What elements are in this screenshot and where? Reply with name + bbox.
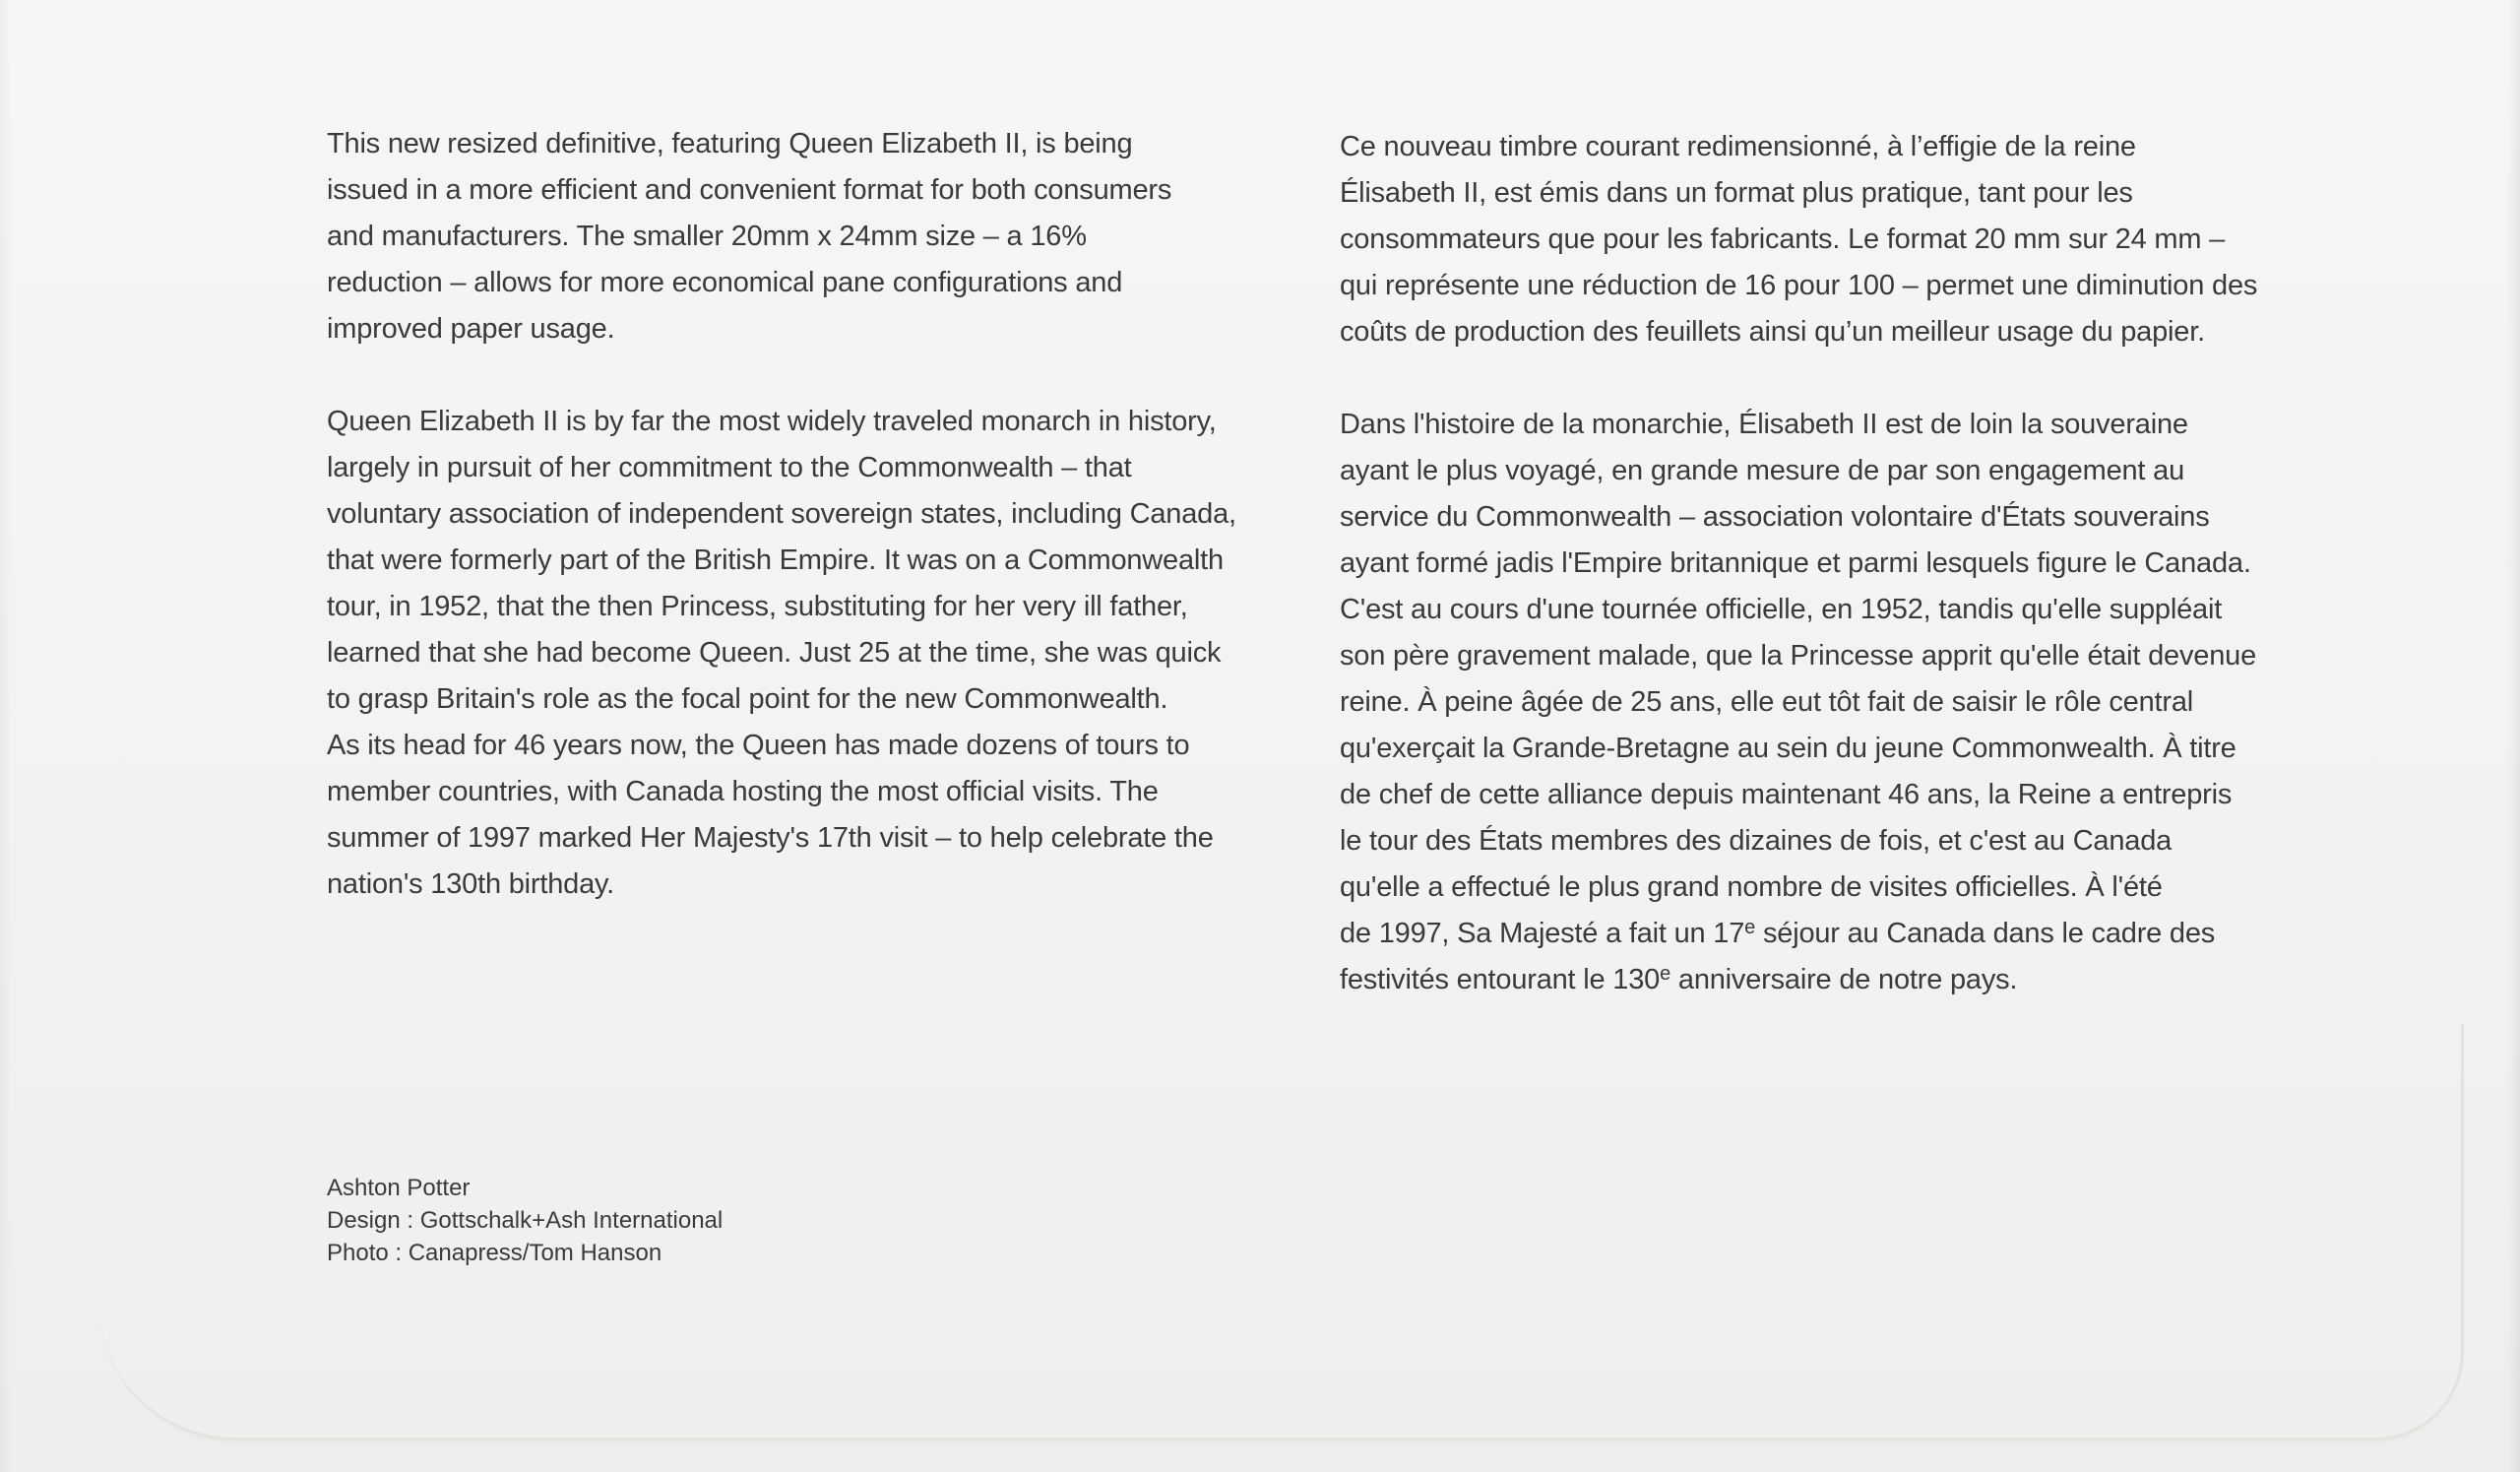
en-p2-line: learned that she had become Queen. Just 25 at the time, she was quick: [327, 637, 1222, 669]
envelope-right-edge: [2506, 0, 2520, 1472]
fr-p2-line: ayant formé jadis l'Empire britannique et parmi lesquels figure le Canada.: [1340, 547, 2251, 579]
text-fragment: séjour au Canada dans le cadre des: [1755, 918, 2216, 949]
paragraph-gap: [327, 352, 1311, 399]
ordinal-superscript: e: [1660, 963, 1671, 985]
fr-p2-line: son père gravement malade, que la Princesse apprit qu'elle était devenue: [1340, 640, 2257, 672]
fr-p2-line-130e: [1340, 957, 2363, 1003]
fr-p1-line: Élisabeth II, est émis dans un format plus pratique, tant pour les: [1340, 177, 2133, 209]
fr-p2-line: service du Commonwealth – association volontaire d'États souverains: [1340, 501, 2210, 533]
en-p1-line: and manufacturers. The smaller 20mm x 24mm size – a 16%: [327, 221, 1087, 252]
en-p2-line: largely in pursuit of her commitment to the Commonwealth – that: [327, 452, 1132, 483]
credits-block: [327, 1172, 723, 1269]
en-p2-line: As its head for 46 years now, the Queen has made dozens of tours to: [327, 730, 1190, 761]
en-p1-line: reduction – allows for more economical pane configurations and: [327, 267, 1123, 298]
english-text-column: [327, 121, 1311, 908]
fr-p2-line: C'est au cours d'une tournée officielle, en 1952, tandis qu'elle suppléait: [1340, 594, 2223, 625]
en-p2-line: member countries, with Canada hosting the most official visits. The: [327, 776, 1159, 807]
en-p2-line: that were formerly part of the British Empire. It was on a Commonwealth: [327, 544, 1224, 576]
credit-design: Design : Gottschalk+Ash International: [327, 1207, 724, 1234]
en-p1-line: improved paper usage.: [327, 313, 615, 345]
en-p1-line: This new resized definitive, featuring Queen Elizabeth II, is being: [327, 128, 1133, 160]
en-p2-line: to grasp Britain's role as the focal point for the new Commonwealth.: [327, 683, 1168, 715]
envelope-left-edge: [0, 0, 12, 1472]
credit-photo: Photo : Canapress/Tom Hanson: [327, 1240, 662, 1266]
credit-printer: Ashton Potter: [327, 1175, 471, 1201]
en-p2-line: tour, in 1952, that the then Princess, substituting for her very ill father,: [327, 591, 1188, 622]
paragraph-gap: [1340, 355, 2363, 402]
fr-p1-line: consommateurs que pour les fabricants. Le format 20 mm sur 24 mm –: [1340, 224, 2226, 255]
en-p2-line: nation's 130th birthday.: [327, 868, 615, 900]
fr-p2-line-17e: [1340, 911, 2363, 957]
text-fragment: anniversaire de notre pays.: [1670, 964, 2018, 995]
fr-p2-line: qu'exerçait la Grande-Bretagne au sein du jeune Commonwealth. À titre: [1340, 733, 2236, 764]
fr-p2-line: qu'elle a effectué le plus grand nombre de visites officielles. À l'été: [1340, 871, 2163, 903]
en-p2-line: voluntary association of independent sovereign states, including Canada,: [327, 498, 1236, 530]
text-fragment: festivités entourant le 130: [1340, 964, 1661, 995]
fr-p2-line: Dans l'histoire de la monarchie, Élisabeth II est de loin la souveraine: [1340, 409, 2188, 440]
french-text-column: [1340, 124, 2363, 1003]
fr-p2-line: ayant le plus voyagé, en grande mesure de par son engagement au: [1340, 455, 2184, 486]
en-p2-line: summer of 1997 marked Her Majesty's 17th visit – to help celebrate the: [327, 822, 1214, 854]
en-p1-line: issued in a more efficient and convenient format for both consumers: [327, 174, 1172, 206]
ordinal-superscript: e: [1744, 917, 1756, 938]
fr-p2-line: reine. À peine âgée de 25 ans, elle eut tôt fait de saisir le rôle central: [1340, 686, 2194, 718]
en-p2-line: Queen Elizabeth II is by far the most widely traveled monarch in history,: [327, 406, 1217, 437]
fr-p2-line: de chef de cette alliance depuis maintenant 46 ans, la Reine a entrepris: [1340, 779, 2233, 810]
fr-p1-line: Ce nouveau timbre courant redimensionné, à l’effigie de la reine: [1340, 131, 2136, 162]
fr-p1-line: qui représente une réduction de 16 pour 100 – permet une diminution des: [1340, 270, 2258, 301]
text-fragment: de 1997, Sa Majesté a fait un 17: [1340, 918, 1745, 949]
fr-p1-line: coûts de production des feuillets ainsi qu’un meilleur usage du papier.: [1340, 316, 2205, 348]
fr-p2-line: le tour des États membres des dizaines de fois, et c'est au Canada: [1340, 825, 2173, 857]
